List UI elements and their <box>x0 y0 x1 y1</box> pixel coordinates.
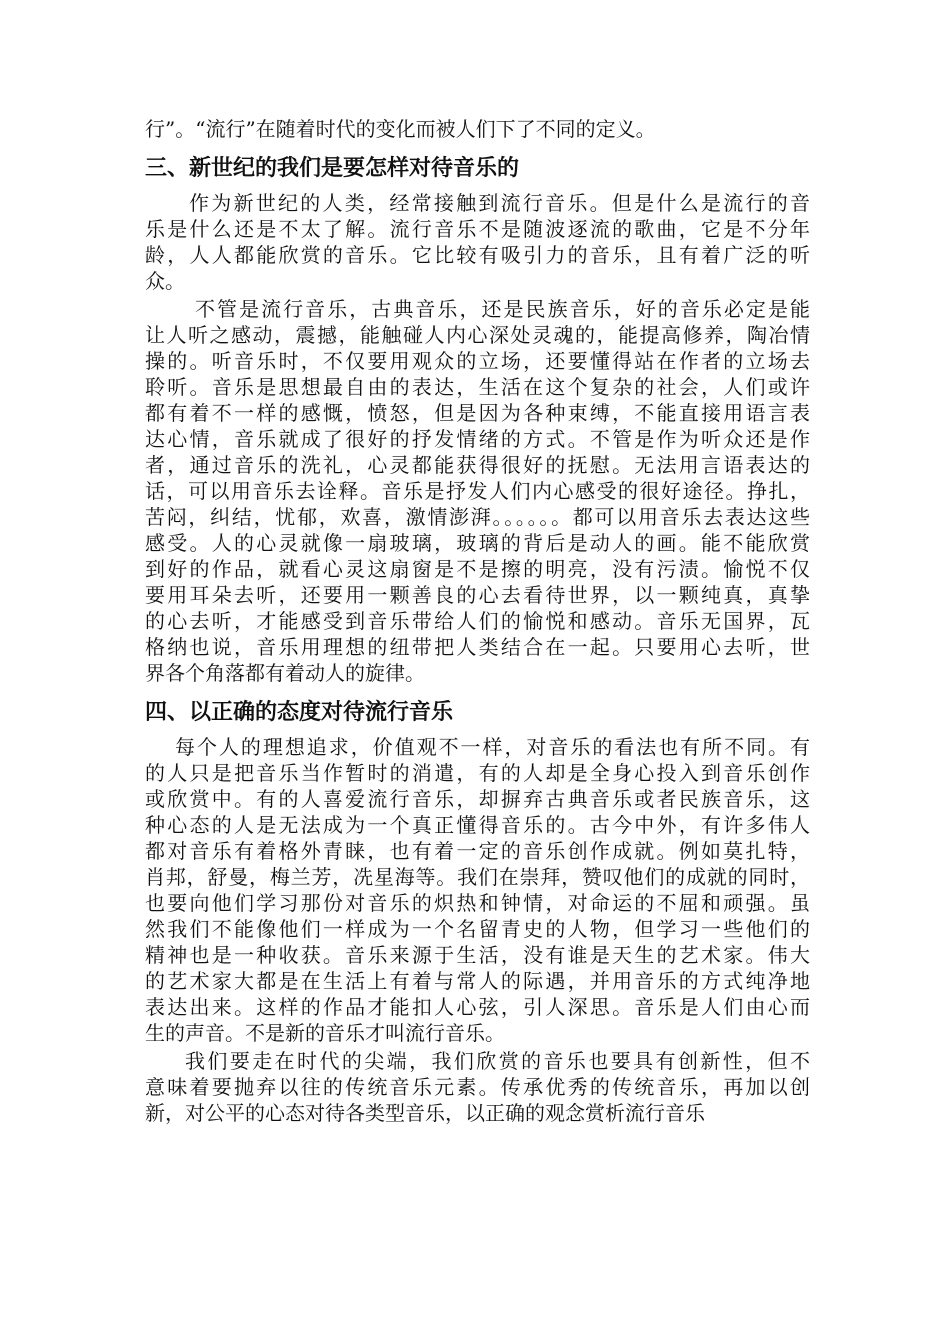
paragraph-line: 每个人的理想追求，价值观不一样，对音乐的看法也有所不同。有 <box>175 735 810 759</box>
section3-paragraph-1 <box>145 190 810 294</box>
intro-line: 行”。“流行”在随着时代的变化而被人们下了不同的定义。 <box>145 117 656 141</box>
paragraph-line: 生的声音。不是新的音乐才叫流行音乐。 <box>145 1021 505 1045</box>
paragraph-line: 者，通过音乐的洗礼，心灵都能获得很好的抚慰。无法用言语表达的 <box>145 453 810 477</box>
paragraph-line: 操的。听音乐时，不仅要用观众的立场，还要懂得站在作者的立场去 <box>145 349 810 373</box>
paragraph-line: 话，可以用音乐去诠释。音乐是抒发人们内心感受的很好途径。挣扎， <box>145 479 810 503</box>
paragraph-line: 都对音乐有着格外青睐，也有着一定的音乐创作成就。例如莫扎特， <box>145 839 810 863</box>
paragraph-line: 聆听。音乐是思想最自由的表达，生活在这个复杂的社会，人们或许 <box>145 375 810 399</box>
paragraph-line: 苦闷，纠结，忧郁，欢喜，激情澎湃。。。。。。都可以用音乐去表达这些 <box>145 505 810 529</box>
paragraph-line: 肖邦，舒曼，梅兰芳，冼星海等。我们在崇拜，赞叹他们的成就的同时， <box>145 865 810 889</box>
paragraph-line: 界各个角落都有着动人的旋律。 <box>145 661 425 685</box>
paragraph-line: 龄，人人都能欣赏的音乐。它比较有吸引力的音乐，且有着广泛的听 <box>145 243 810 267</box>
paragraph-line: 让人听之感动，震撼，能触碰人内心深处灵魂的，能提高修养，陶冶情 <box>145 323 810 347</box>
paragraph-line: 不管是流行音乐，古典音乐，还是民族音乐，好的音乐必定是能 <box>195 297 810 321</box>
paragraph-line: 到好的作品，就看心灵这扇窗是不是擦的明亮，没有污渍。愉悦不仅 <box>145 557 810 581</box>
paragraph-line: 也要向他们学习那份对音乐的炽热和钟情，对命运的不屈和顽强。虽 <box>145 891 810 915</box>
section4-paragraph-1 <box>145 734 810 1046</box>
paragraph-line: 然我们不能像他们一样成为一个名留青史的人物，但学习一些他们的 <box>145 917 810 941</box>
paragraph-line: 的人只是把音乐当作暂时的消遣，有的人却是全身心投入到音乐创作 <box>145 761 810 785</box>
paragraph-line: 感受。人的心灵就像一扇玻璃，玻璃的背后是动人的画。能不能欣赏 <box>145 531 810 555</box>
paragraph-line: 要用耳朵去听，还要用一颗善良的心去看待世界，以一颗纯真，真挚 <box>145 583 810 607</box>
paragraph-line: 达心情，音乐就成了很好的抒发情绪的方式。不管是作为听众还是作 <box>145 427 810 451</box>
section3-paragraph-2 <box>145 296 810 686</box>
paragraph-line: 意味着要抛弃以往的传统音乐元素。传承优秀的传统音乐，再加以创 <box>145 1075 810 1099</box>
paragraph-line: 表达出来。这样的作品才能扣人心弦，引人深思。音乐是人们由心而 <box>145 995 810 1019</box>
paragraph-line: 种心态的人是无法成为一个真正懂得音乐的。古今中外，有许多伟人 <box>145 813 810 837</box>
paragraph-line: 格纳也说，音乐用理想的纽带把人类结合在一起。只要用心去听，世 <box>145 635 810 659</box>
paragraph-line: 作为新世纪的人类，经常接触到流行音乐。但是什么是流行的音 <box>189 191 810 215</box>
section-heading-4: 四、以正确的态度对待流行音乐 <box>145 700 454 725</box>
paragraph-line: 新，对公平的心态对待各类型音乐，以正确的观念赏析流行音乐 <box>145 1101 705 1125</box>
paragraph-line: 或欣赏中。有的人喜爱流行音乐，却摒弃古典音乐或者民族音乐，这 <box>145 787 810 811</box>
document-body <box>145 116 810 1128</box>
section4-paragraph-2 <box>145 1048 810 1126</box>
paragraph-line: 众。 <box>145 269 185 293</box>
paragraph-line: 的心去听，才能感受到音乐带给人们的愉悦和感动。音乐无国界，瓦 <box>145 609 810 633</box>
paragraph-line: 的艺术家大都是在生活上有着与常人的际遇，并用音乐的方式纯净地 <box>145 969 810 993</box>
paragraph-line: 都有着不一样的感慨，愤怒，但是因为各种束缚，不能直接用语言表 <box>145 401 810 425</box>
paragraph-line: 精神也是一种收获。音乐来源于生活，没有谁是天生的艺术家。伟大 <box>145 943 810 967</box>
section-heading-3: 三、新世纪的我们是要怎样对待音乐的 <box>145 156 520 181</box>
paragraph-line: 我们要走在时代的尖端，我们欣赏的音乐也要具有创新性，但不 <box>185 1049 810 1073</box>
paragraph-line: 乐是什么还是不太了解。流行音乐不是随波逐流的歌曲，它是不分年 <box>145 217 810 241</box>
